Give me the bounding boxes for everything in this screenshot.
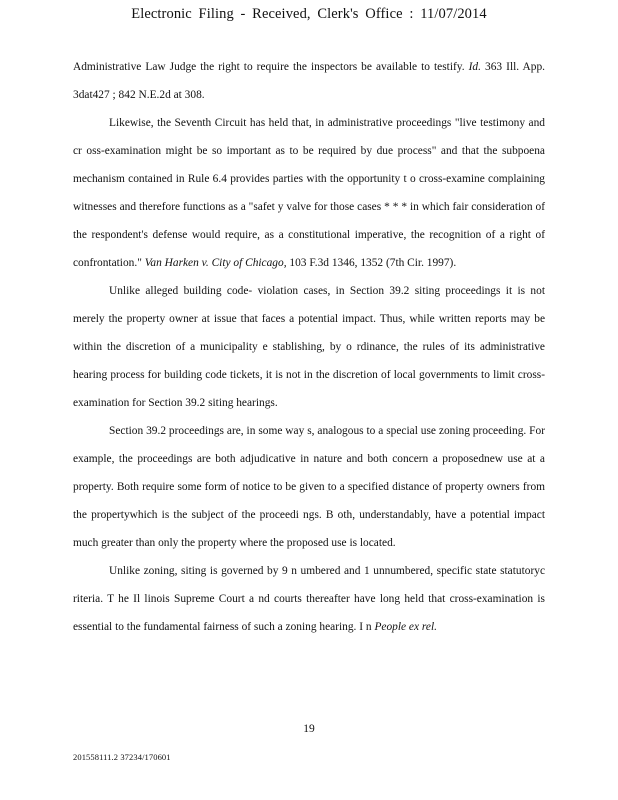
text-segment: 103 F.3d 1346, 1352 (7th Cir. 1997). [286,257,457,269]
text-segment: Unlike zoning, siting is governed by 9 n umbered and 1 unnumbered, specific state statutoryc riteria. T he Il linois Supreme Court a nd courts thereafter have long held that cross-examination is essential to the fundamental fairness of such a zoning hearing. I n [73,565,545,633]
text-segment: Administrative Law Judge the right to require the inspectors be available to testify. [73,61,469,73]
page-number: 19 [303,723,315,735]
text-segment: Unlike alleged building code- violation cases, in Section 39.2 siting proceedings it is not merely the property owner at issue that faces a potential impact. Thus, while written reports may be within the discretion of a municipality e stablishing, by o rdinance, the rules of its administrative hearing process for building code tickets, it is not in the discretion of local governments to limit cross-examination for Section 39.2 siting hearings. [73,285,545,409]
paragraph-continuation [73,53,545,109]
document-body [73,53,545,641]
text-segment: Likewise, the Seventh Circuit has held that, in administrative proceedings "live testimony and cr oss-examination might be so important as to be required by due process" and that the subpoena mechanism contained in Rule 6.4 provides parties with the opportunity t o cross-examine complaining witnesses and therefore functions as a "safet y valve for those cases * * * in which fair consideration of the respondent's defense would require, as a constitutional imperative, the recognition of a right of confrontation." [73,117,545,269]
paragraph-section-39-2 [73,417,545,557]
citation-case-name: Van Harken v. City of Chicago, [144,257,287,269]
citation-people-ex-rel: People ex rel. [374,621,437,633]
paragraph-building-code [73,277,545,417]
text-segment: 363 Ill. App. 3dat427 ; 842 N.E.2d at 308. [73,61,546,101]
text-segment: Section 39.2 proceedings are, in some way s, analogous to a special use zoning proceeding. For example, the proceedings are both adjudicative in nature and both concern a proposednew use at a property. Both require some form of notice to be given to a specified distance of property owners from the propertywhich is the subject of the proceedi ngs. B oth, understandably, have a potential impact much greater than only the property where the proposed use is located. [73,425,545,549]
citation-id: Id. [468,61,481,73]
paragraph-seventh-circuit [73,109,545,277]
paragraph-zoning [73,557,545,641]
document-id: 201558111.2 37234/170601 [73,752,171,762]
efiling-header: Electronic Filing - Received, Clerk's Office : 11/07/2014 [131,6,487,22]
